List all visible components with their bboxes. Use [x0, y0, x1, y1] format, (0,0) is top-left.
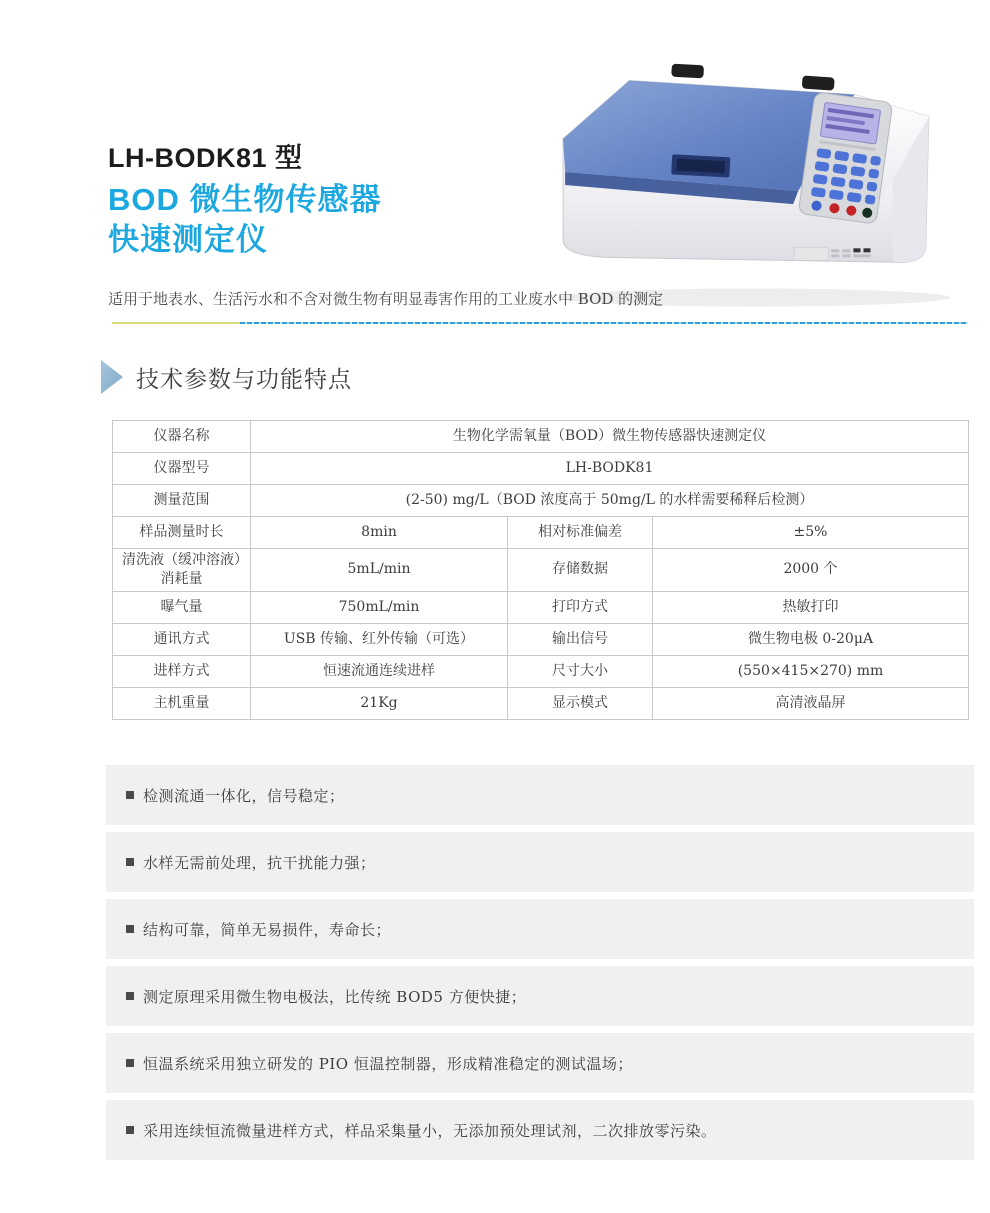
spec-label-cell: 曝气量 — [113, 591, 251, 623]
spec-label-cell: 清洗液（缓冲溶液）消耗量 — [113, 549, 251, 592]
model-label: LH-BODK81 型 — [108, 143, 303, 173]
table-row — [113, 517, 969, 549]
device-shadow — [558, 288, 950, 306]
divider-yellow-segment — [112, 322, 240, 324]
feature-text: 测定原理采用微生物电极法，比传统 BOD5 方便快捷； — [143, 987, 527, 1006]
bullet-square-icon — [126, 1126, 134, 1134]
list-item — [106, 899, 974, 959]
spec-label-cell: 显示模式 — [508, 687, 653, 719]
spec-value-cell: 生物化学需氧量（BOD）微生物传感器快速测定仪 — [251, 421, 969, 453]
spec-label-cell: 存储数据 — [508, 549, 653, 592]
spec-value-cell: 8min — [251, 517, 508, 549]
header-divider — [112, 322, 968, 324]
feature-list — [106, 765, 974, 1167]
feature-text: 采用连续恒流微量进样方式，样品采集量小，无添加预处理试剂，二次排放零污染。 — [143, 1121, 717, 1140]
table-row — [113, 687, 969, 719]
spec-table — [112, 420, 969, 720]
section-title: 技术参数与功能特点 — [136, 366, 352, 392]
spec-value-cell: 750mL/min — [251, 591, 508, 623]
spec-value-cell: 恒速流通连续进样 — [251, 655, 508, 687]
list-item — [106, 765, 974, 825]
feature-text: 检测流通一体化，信号稳定； — [143, 786, 345, 805]
spec-value-cell: 微生物电极 0-20μA — [653, 623, 969, 655]
table-row — [113, 485, 969, 517]
spec-label-cell: 输出信号 — [508, 623, 653, 655]
table-row — [113, 453, 969, 485]
table-row — [113, 421, 969, 453]
spec-value-cell: 5mL/min — [251, 549, 508, 592]
feature-text: 水样无需前处理，抗干扰能力强； — [143, 853, 376, 872]
spec-label-cell: 测量范围 — [113, 485, 251, 517]
spec-value-cell: ±5% — [653, 517, 969, 549]
spec-label-cell: 通讯方式 — [113, 623, 251, 655]
page-subtitle: 适用于地表水、生活污水和不含对微生物有明显毒害作用的工业废水中 BOD 的测定 — [108, 290, 664, 308]
spec-value-cell: 2000 个 — [653, 549, 969, 592]
spec-value-cell: LH-BODK81 — [251, 453, 969, 485]
lid-clip-left — [671, 64, 704, 79]
spec-label-cell: 相对标准偏差 — [508, 517, 653, 549]
control-panel — [798, 92, 893, 224]
table-row — [113, 591, 969, 623]
table-row — [113, 655, 969, 687]
bullet-square-icon — [126, 858, 134, 866]
spec-label-cell: 进样方式 — [113, 655, 251, 687]
list-item — [106, 1033, 974, 1093]
feature-text: 恒温系统采用独立研发的 PIO 恒温控制器，形成精准稳定的测试温场； — [143, 1054, 633, 1073]
spec-value-cell: 高清液晶屏 — [653, 687, 969, 719]
list-item — [106, 1100, 974, 1160]
divider-blue-segment — [240, 322, 968, 324]
spec-label-cell: 打印方式 — [508, 591, 653, 623]
page-title-line2: 快速测定仪 — [108, 222, 268, 257]
spec-label-cell: 仪器型号 — [113, 453, 251, 485]
list-item — [106, 832, 974, 892]
bullet-square-icon — [126, 791, 134, 799]
spec-label-cell: 尺寸大小 — [508, 655, 653, 687]
table-row — [113, 623, 969, 655]
bullet-square-icon — [126, 992, 134, 1000]
lid-clip-right — [802, 75, 835, 90]
section-arrow-icon — [100, 359, 124, 395]
spec-value-cell: (550×415×270) mm — [653, 655, 969, 687]
page-title-line1: BOD 微生物传感器 — [108, 182, 382, 217]
bullet-square-icon — [126, 1059, 134, 1067]
spec-value-cell: USB 传输、红外传输（可选） — [251, 623, 508, 655]
spec-value-cell: (2-50) mg/L（BOD 浓度高于 50mg/L 的水样需要稀释后检测） — [251, 485, 969, 517]
page-title — [108, 180, 382, 260]
list-item — [106, 966, 974, 1026]
spec-value-cell: 21Kg — [251, 687, 508, 719]
bullet-square-icon — [126, 925, 134, 933]
feature-text: 结构可靠，简单无易损件，寿命长； — [143, 920, 392, 939]
spec-label-cell: 仪器名称 — [113, 421, 251, 453]
table-row — [113, 549, 969, 592]
spec-label-cell: 样品测量时长 — [113, 517, 251, 549]
spec-value-cell: 热敏打印 — [653, 591, 969, 623]
product-image — [543, 50, 975, 312]
spec-label-cell: 主机重量 — [113, 687, 251, 719]
